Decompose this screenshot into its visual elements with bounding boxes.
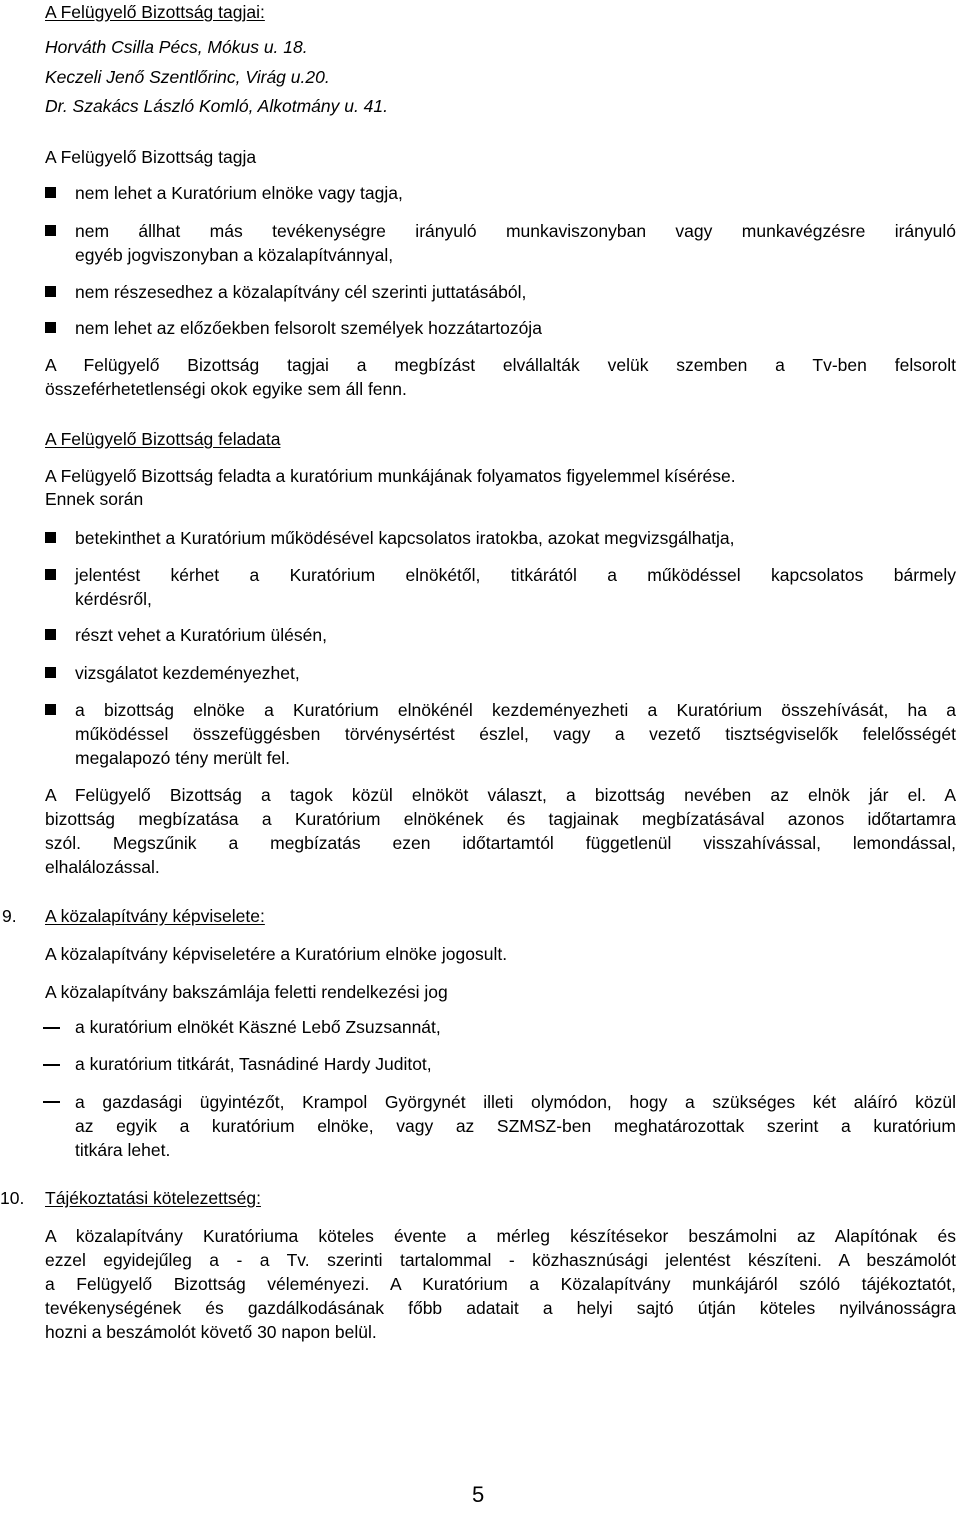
list-item-line: kérdésről, [75,589,152,609]
bullet-icon [45,225,56,236]
paragraph-line: ezzel egyidejűleg a - a Tv. szerinti tartalommal - közhasznúsági jelentést készíteni. A beszámolót [45,1250,956,1270]
list-item-line: nem állhat más tevékenységre irányuló munkaviszonyban vagy munkavégzésre irányuló [75,221,956,241]
paragraph-line: A közalapítvány Kuratóriuma köteles évente a mérleg készítésekor beszámolni az Alapítónak és [45,1226,956,1246]
list-item: a kuratórium titkárát, Tasnádiné Hardy Juditot, [75,1054,432,1074]
list-item: nem lehet a Kuratórium elnöke vagy tagja, [75,183,403,203]
paragraph-line: A Felügyelő Bizottság tagjai a megbízást elvállalták velük szemben a Tv-ben felsorolt [45,355,956,375]
dash-icon [43,1064,60,1066]
section-number: 9. [2,906,17,926]
section-title: Tájékoztatási kötelezettség: [45,1188,261,1208]
list-item: nem lehet az előzőekben felsorolt személyek hozzátartozója [75,318,542,338]
paragraph-line: a Felügyelő Bizottság véleményezi. A Kuratórium a Közalapítvány munkájáról szóló tájékoztatót, [45,1274,956,1294]
list-item: vizsgálatot kezdeményezhet, [75,663,300,683]
bullet-icon [45,532,56,543]
member-line: Horváth Csilla Pécs, Mókus u. 18. [45,37,308,57]
list-item: a kuratórium elnökét Käszné Lebő Zsuzsannát, [75,1017,441,1037]
list-item: részt vehet a Kuratórium ülésén, [75,625,327,645]
list-item-line: jelentést kérhet a Kuratórium elnökétől, titkárától a működéssel kapcsolatos bármely [75,565,956,585]
member-line: Dr. Szakács László Komló, Alkotmány u. 41. [45,96,389,116]
dash-icon [43,1101,60,1103]
bullet-icon [45,187,56,198]
paragraph-line: A Felügyelő Bizottság a tagok közül elnököt választ, a bizottság nevében az elnök jár el. A [45,785,956,805]
member-intro: A Felügyelő Bizottság tagja [45,147,257,167]
list-item-line: az egyik a kuratórium elnöke, vagy az SZMSZ-ben meghatározottak szerint a kuratórium [75,1116,956,1136]
members-heading: A Felügyelő Bizottság tagjai: [45,2,265,22]
paragraph-line: tevékenységének és gazdálkodásának főbb adatait a helyi sajtó útján köteles nyilvánosságra [45,1298,956,1318]
bullet-icon [45,704,56,715]
list-item-line: megalapozó tény merült fel. [75,748,290,768]
list-item-line: a bizottság elnöke a Kuratórium elnökénél kezdeményezheti a Kuratórium összehívását, ha a [75,700,956,720]
list-item-line: működéssel összefüggésben törvénysértést észlel, vagy a vezető tisztségviselők felelősségét [75,724,956,744]
bullet-icon [45,667,56,678]
section-number: 10. [0,1188,25,1208]
list-item: betekinthet a Kuratórium működésével kapcsolatos iratokba, azokat megvizsgálhatja, [75,528,735,548]
paragraph-line: összeférhetetlenségi okok egyike sem áll fenn. [45,379,407,399]
task-heading: A Felügyelő Bizottság feladata [45,429,281,449]
section-title: A közalapítvány képviselete: [45,906,265,926]
paragraph-line: bizottság megbízatása a Kuratórium elnökének és tagjainak megbízatásával azonos időtartamra [45,809,956,829]
paragraph-line: hozni a beszámolót követő 30 napon belül. [45,1322,377,1342]
list-item: nem részesedhez a közalapítvány cél szerinti juttatásából, [75,282,527,302]
paragraph-line: A közalapítvány bakszámlája feletti rendelkezési jog [45,982,448,1002]
paragraph-line: A közalapítvány képviseletére a Kuratórium elnöke jogosult. [45,944,508,964]
paragraph-line: A Felügyelő Bizottság feladta a kuratórium munkájának folyamatos figyelemmel kísérése. [45,466,736,486]
list-item-line: titkára lehet. [75,1140,171,1160]
member-line: Keczeli Jenő Szentlőrinc, Virág u.20. [45,67,330,87]
paragraph-line: szól. Megszűnik a megbízatás ezen időtartamtól függetlenül visszahívással, lemondással, [45,833,956,853]
bullet-icon [45,569,56,580]
page-number: 5 [472,1482,485,1507]
paragraph-line: Ennek során [45,489,144,509]
bullet-icon [45,322,56,333]
dash-icon [43,1027,60,1029]
bullet-icon [45,629,56,640]
list-item-line: egyéb jogviszonyban a közalapítvánnyal, [75,245,394,265]
bullet-icon [45,286,56,297]
list-item-line: a gazdasági ügyintézőt, Krampol Györgynét illeti olymódon, hogy a szükséges két aláíró közül [75,1092,956,1112]
paragraph-line: elhalálozással. [45,857,160,877]
